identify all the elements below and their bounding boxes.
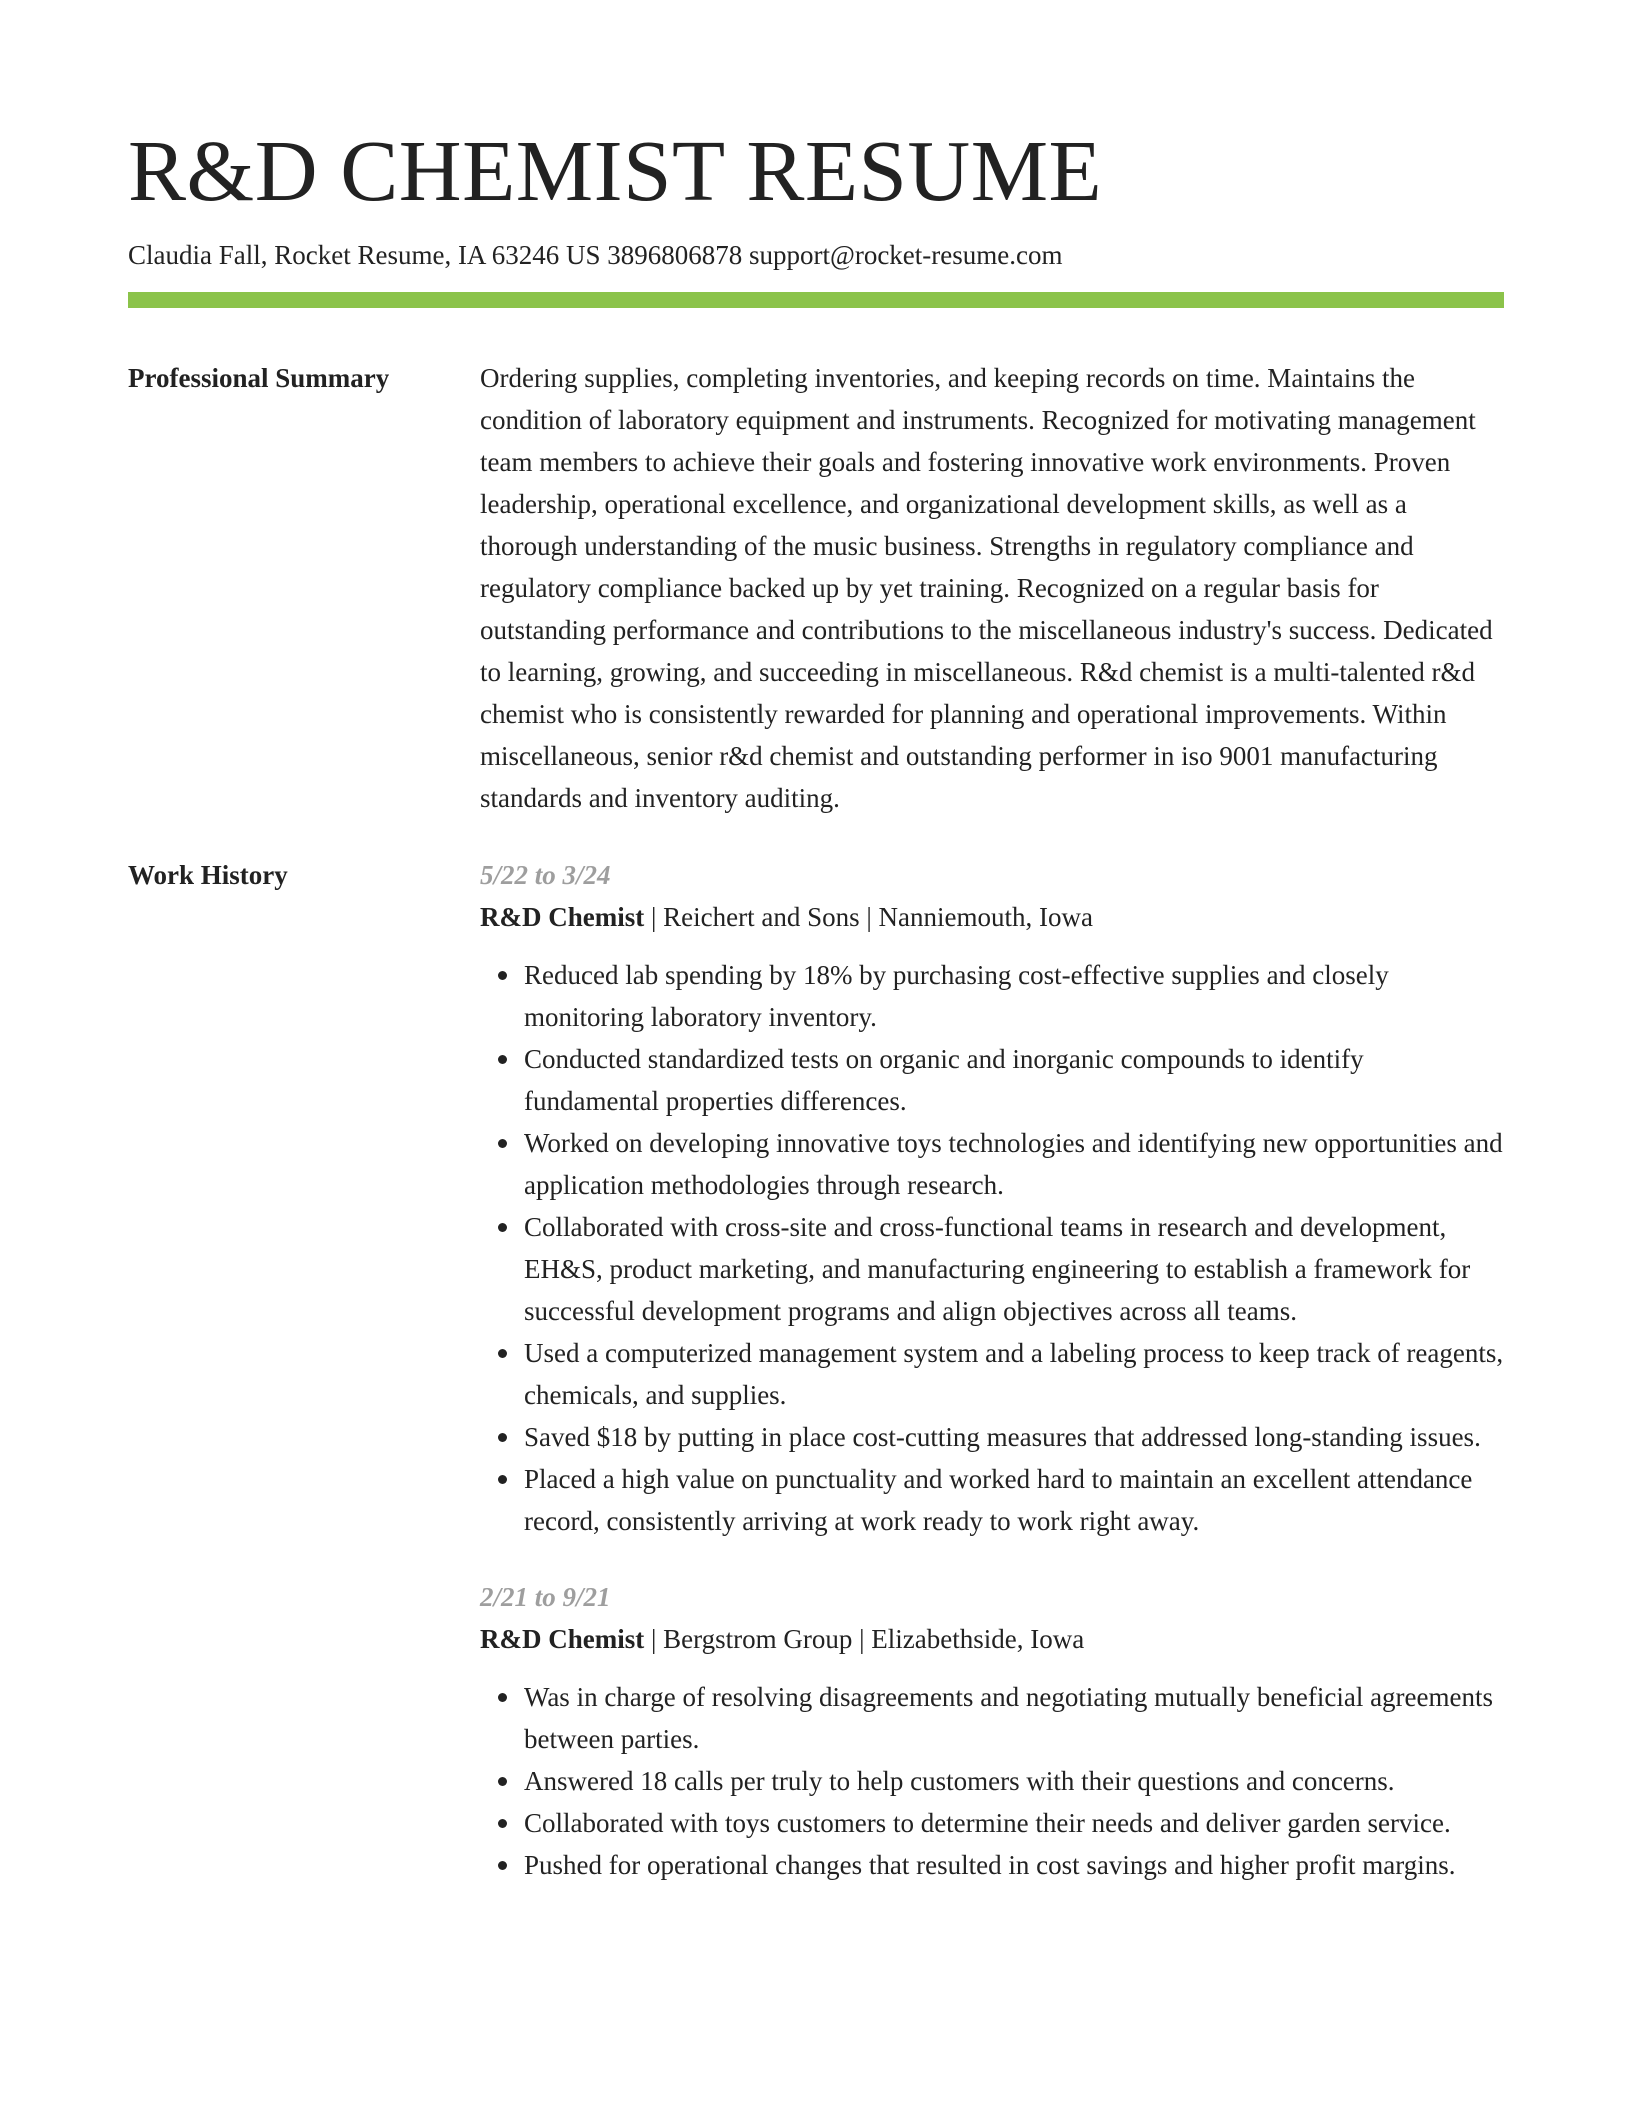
job-dates: 5/22 to 3/24: [480, 860, 611, 890]
job-bullet: Was in charge of resolving disagreements and negotiating mutually beneficial agreements between parties.: [524, 1676, 1504, 1760]
professional-summary-body: [480, 357, 1504, 819]
job-bullet: Answered 18 calls per truly to help customers with their questions and concerns.: [524, 1760, 1504, 1802]
job-bullet: Conducted standardized tests on organic and inorganic compounds to identify fundamental properties differences.: [524, 1038, 1504, 1122]
job-heading: [480, 896, 1504, 938]
job-bullet: Worked on developing innovative toys technologies and identifying new opportunities and application methodologies through research.: [524, 1122, 1504, 1206]
job-bullet-list: [480, 1676, 1504, 1886]
resume-page: [128, 0, 1504, 1886]
job-bullet: Placed a high value on punctuality and worked hard to maintain an excellent attendance record, consistently arriving at work ready to work right away.: [524, 1458, 1504, 1542]
job-bullet: Pushed for operational changes that resulted in cost savings and higher profit margins.: [524, 1844, 1504, 1886]
job-bullet: Collaborated with toys customers to determine their needs and deliver garden service.: [524, 1802, 1504, 1844]
job-company-location: | Bergstrom Group | Elizabethside, Iowa: [644, 1624, 1085, 1654]
job-entry: [480, 1576, 1504, 1886]
contact-line: Claudia Fall, Rocket Resume, IA 63246 US 3896806878 support@rocket-resume.com: [128, 240, 1063, 270]
job-entry: [480, 854, 1504, 1542]
section-label-professional-summary: Professional Summary: [128, 363, 390, 393]
work-history-section: [128, 854, 1504, 1886]
job-bullet-list: [480, 954, 1504, 1542]
professional-summary-section: [128, 357, 1504, 819]
job-company-location: | Reichert and Sons | Nanniemouth, Iowa: [644, 902, 1093, 932]
job-title: R&D Chemist: [480, 902, 645, 932]
job-bullet: Collaborated with cross-site and cross-functional teams in research and development, EH&S, product marketing, and manufacturing engineering to establish a framework for successful development programs and align objectives across all teams.: [524, 1206, 1504, 1332]
header-divider: [128, 292, 1504, 308]
summary-text: Ordering supplies, completing inventories, and keeping records on time. Maintains the condition of laboratory equipment and instruments. Recognized for motivating management team members to achieve their goals and fostering innovative work environments. Proven leadership, operational excellence, and organizational development skills, as well as a thorough understanding of the music business. Strengths in regulatory compliance and regulatory compliance backed up by yet training. Recognized on a regular basis for outstanding performance and contributions to the miscellaneous industry's success. Dedicated to learning, growing, and succeeding in miscellaneous. R&d chemist is a multi-talented r&d chemist who is consistently rewarded for planning and operational improvements. Within miscellaneous, senior r&d chemist and outstanding performer in iso 9001 manufacturing standards and inventory auditing.: [480, 363, 1493, 813]
work-history-body: [480, 854, 1504, 1886]
job-bullet: Saved $18 by putting in place cost-cutting measures that addressed long-standing issues.: [524, 1416, 1504, 1458]
resume-title: R&D CHEMIST RESUME: [128, 122, 1103, 219]
job-title: R&D Chemist: [480, 1624, 645, 1654]
job-heading: [480, 1618, 1504, 1660]
job-dates: 2/21 to 9/21: [480, 1582, 611, 1612]
job-bullet: Reduced lab spending by 18% by purchasing cost-effective supplies and closely monitoring laboratory inventory.: [524, 954, 1504, 1038]
job-bullet: Used a computerized management system and a labeling process to keep track of reagents, chemicals, and supplies.: [524, 1332, 1504, 1416]
section-label-work-history: Work History: [128, 860, 288, 890]
